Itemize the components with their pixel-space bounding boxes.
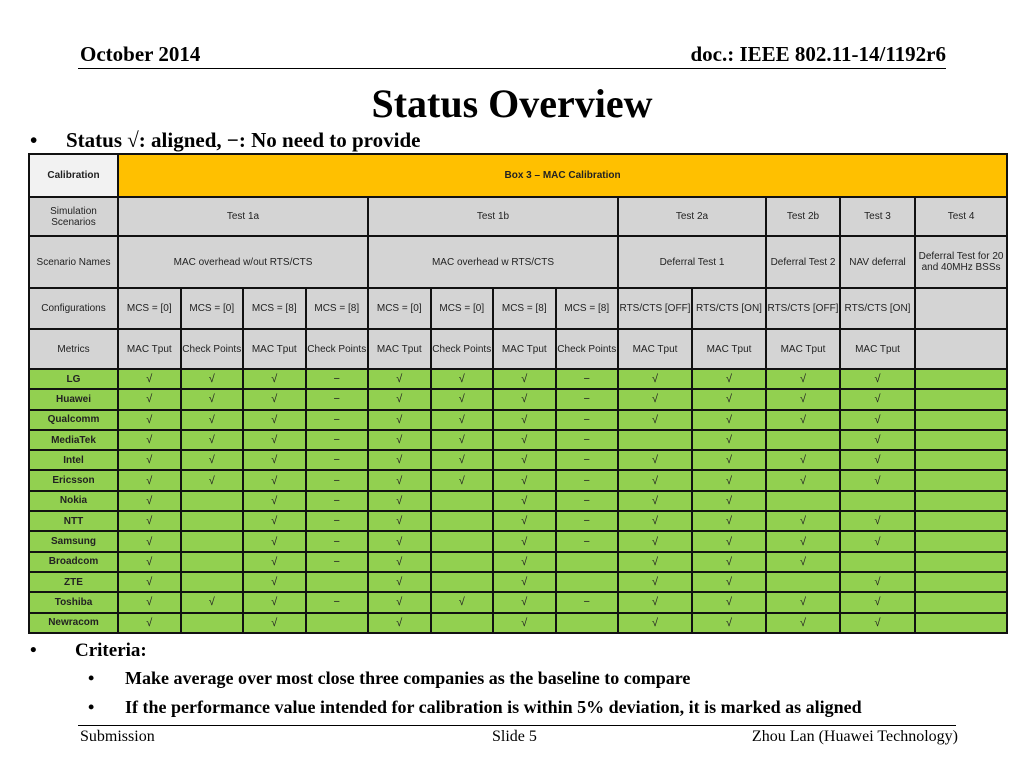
table-row xyxy=(29,511,1007,531)
aligned-mark: √ xyxy=(493,389,556,409)
aligned-mark: √ xyxy=(243,369,306,389)
table-row xyxy=(29,572,1007,592)
empty-cell xyxy=(915,531,1007,551)
not-needed-mark: − xyxy=(556,531,619,551)
metric-cell: Check Points xyxy=(306,329,369,369)
aligned-mark: √ xyxy=(493,491,556,511)
criteria-heading xyxy=(30,640,147,662)
aligned-mark: √ xyxy=(493,470,556,490)
aligned-mark: √ xyxy=(181,470,244,490)
not-needed-mark: − xyxy=(556,410,619,430)
header-doc-id: doc.: IEEE 802.11-14/1192r6 xyxy=(690,42,946,66)
empty-cell xyxy=(766,430,840,450)
criteria-text: If the performance value intended for calibration is within 5% deviation, it is marked as aligned xyxy=(125,697,862,717)
empty-cell xyxy=(915,410,1007,430)
table-row xyxy=(29,450,1007,470)
aligned-mark: √ xyxy=(840,511,915,531)
scenario-name: NAV deferral xyxy=(840,236,915,288)
slide-title: Status Overview xyxy=(371,81,653,126)
test-header: Test 3 xyxy=(840,197,915,236)
test-header: Test 4 xyxy=(915,197,1007,236)
aligned-mark: √ xyxy=(431,389,494,409)
config-cell: MCS = [8] xyxy=(493,288,556,329)
test-header: Test 1b xyxy=(368,197,618,236)
aligned-mark: √ xyxy=(692,592,766,612)
aligned-mark: √ xyxy=(243,450,306,470)
aligned-mark: √ xyxy=(692,369,766,389)
aligned-mark: √ xyxy=(118,572,181,592)
aligned-mark: √ xyxy=(692,470,766,490)
empty-cell xyxy=(915,552,1007,572)
metric-cell: MAC Tput xyxy=(840,329,915,369)
aligned-mark: √ xyxy=(840,470,915,490)
not-needed-mark: − xyxy=(306,430,369,450)
empty-cell xyxy=(556,552,619,572)
aligned-mark: √ xyxy=(840,531,915,551)
aligned-mark: √ xyxy=(840,430,915,450)
aligned-mark: √ xyxy=(243,613,306,633)
config-cell: MCS = [8] xyxy=(306,288,369,329)
header-date: October 2014 xyxy=(80,42,201,66)
config-cell: RTS/CTS [ON] xyxy=(840,288,915,329)
aligned-mark: √ xyxy=(493,531,556,551)
aligned-mark: √ xyxy=(692,511,766,531)
metric-cell: Check Points xyxy=(431,329,494,369)
empty-cell xyxy=(766,491,840,511)
table-row xyxy=(29,613,1007,633)
empty-cell xyxy=(431,572,494,592)
aligned-mark: √ xyxy=(766,470,840,490)
not-needed-mark: − xyxy=(556,511,619,531)
aligned-mark: √ xyxy=(368,450,431,470)
aligned-mark: √ xyxy=(692,410,766,430)
empty-cell xyxy=(915,470,1007,490)
not-needed-mark: − xyxy=(306,389,369,409)
aligned-mark: √ xyxy=(618,410,692,430)
aligned-mark: √ xyxy=(368,592,431,612)
config-cell: MCS = [8] xyxy=(556,288,619,329)
company-name: Newracom xyxy=(29,613,118,633)
empty-cell xyxy=(181,511,244,531)
table-row xyxy=(29,410,1007,430)
aligned-mark: √ xyxy=(181,410,244,430)
aligned-mark: √ xyxy=(840,572,915,592)
aligned-mark: √ xyxy=(243,552,306,572)
aligned-mark: √ xyxy=(368,470,431,490)
aligned-mark: √ xyxy=(118,450,181,470)
header-divider xyxy=(78,68,946,69)
table-row xyxy=(29,369,1007,389)
aligned-mark: √ xyxy=(618,511,692,531)
metric-cell: MAC Tput xyxy=(493,329,556,369)
aligned-mark: √ xyxy=(692,531,766,551)
empty-cell xyxy=(915,430,1007,450)
metric-cell: MAC Tput xyxy=(618,329,692,369)
empty-cell xyxy=(306,572,369,592)
test-header: Test 2b xyxy=(766,197,840,236)
empty-cell xyxy=(431,552,494,572)
aligned-mark: √ xyxy=(431,410,494,430)
metric-cell: MAC Tput xyxy=(118,329,181,369)
not-needed-mark: − xyxy=(306,410,369,430)
table-row xyxy=(29,430,1007,450)
footer-author: Zhou Lan (Huawei Technology) xyxy=(751,728,958,745)
aligned-mark: √ xyxy=(368,430,431,450)
config-label: Configurations xyxy=(29,288,118,329)
aligned-mark: √ xyxy=(243,572,306,592)
aligned-mark: √ xyxy=(118,531,181,551)
table-row xyxy=(29,491,1007,511)
aligned-mark: √ xyxy=(840,410,915,430)
not-needed-mark: − xyxy=(556,470,619,490)
not-needed-mark: − xyxy=(306,470,369,490)
table-row xyxy=(29,389,1007,409)
aligned-mark: √ xyxy=(766,389,840,409)
table-row xyxy=(29,470,1007,490)
config-cell: MCS = [8] xyxy=(243,288,306,329)
sim-label: Simulation Scenarios xyxy=(29,197,118,236)
bullet: • xyxy=(30,640,37,661)
metric-cell: MAC Tput xyxy=(243,329,306,369)
aligned-mark: √ xyxy=(618,552,692,572)
empty-cell xyxy=(618,430,692,450)
aligned-mark: √ xyxy=(692,389,766,409)
aligned-mark: √ xyxy=(118,491,181,511)
aligned-mark: √ xyxy=(766,511,840,531)
config-cell: MCS = [0] xyxy=(118,288,181,329)
aligned-mark: √ xyxy=(368,531,431,551)
empty-cell xyxy=(431,491,494,511)
aligned-mark: √ xyxy=(243,491,306,511)
status-table xyxy=(28,153,1008,634)
empty-cell xyxy=(556,572,619,592)
company-name: Intel xyxy=(29,450,118,470)
criteria-heading-text: Criteria: xyxy=(75,640,147,661)
aligned-mark: √ xyxy=(118,389,181,409)
empty-cell xyxy=(181,531,244,551)
aligned-mark: √ xyxy=(368,511,431,531)
aligned-mark: √ xyxy=(181,389,244,409)
empty-cell xyxy=(915,450,1007,470)
empty-cell xyxy=(915,511,1007,531)
not-needed-mark: − xyxy=(306,531,369,551)
aligned-mark: √ xyxy=(840,389,915,409)
metric-cell: MAC Tput xyxy=(692,329,766,369)
company-name: Toshiba xyxy=(29,592,118,612)
status-legend xyxy=(30,128,420,153)
not-needed-mark: − xyxy=(306,511,369,531)
aligned-mark: √ xyxy=(618,592,692,612)
empty-cell xyxy=(431,531,494,551)
aligned-mark: √ xyxy=(493,450,556,470)
footer-slide-number: Slide 5 xyxy=(492,728,537,745)
aligned-mark: √ xyxy=(243,531,306,551)
not-needed-mark: − xyxy=(556,491,619,511)
not-needed-mark: − xyxy=(306,552,369,572)
aligned-mark: √ xyxy=(840,613,915,633)
config-cell: MCS = [0] xyxy=(431,288,494,329)
not-needed-mark: − xyxy=(306,450,369,470)
aligned-mark: √ xyxy=(766,369,840,389)
bullet: • xyxy=(88,668,95,688)
aligned-mark: √ xyxy=(766,450,840,470)
scenario-name: Deferral Test 1 xyxy=(618,236,766,288)
config-cell: RTS/CTS [ON] xyxy=(692,288,766,329)
aligned-mark: √ xyxy=(368,613,431,633)
aligned-mark: √ xyxy=(766,592,840,612)
box-title: Box 3 – MAC Calibration xyxy=(118,154,1007,197)
empty-cell xyxy=(840,552,915,572)
company-name: Nokia xyxy=(29,491,118,511)
aligned-mark: √ xyxy=(766,531,840,551)
not-needed-mark: − xyxy=(556,450,619,470)
aligned-mark: √ xyxy=(181,592,244,612)
aligned-mark: √ xyxy=(368,491,431,511)
empty-cell xyxy=(181,552,244,572)
aligned-mark: √ xyxy=(840,592,915,612)
aligned-mark: √ xyxy=(118,613,181,633)
config-cell: RTS/CTS [OFF] xyxy=(766,288,840,329)
bullet: • xyxy=(30,128,38,152)
aligned-mark: √ xyxy=(692,552,766,572)
empty-cell xyxy=(840,491,915,511)
aligned-mark: √ xyxy=(618,531,692,551)
empty-cell xyxy=(431,613,494,633)
empty-cell xyxy=(181,613,244,633)
metric-cell: Check Points xyxy=(181,329,244,369)
aligned-mark: √ xyxy=(118,552,181,572)
aligned-mark: √ xyxy=(368,552,431,572)
scenario-name: Deferral Test for 20 and 40MHz BSSs xyxy=(915,236,1007,288)
aligned-mark: √ xyxy=(243,511,306,531)
aligned-mark: √ xyxy=(368,410,431,430)
config-cell: MCS = [0] xyxy=(368,288,431,329)
metric-cell: MAC Tput xyxy=(368,329,431,369)
empty-cell xyxy=(915,389,1007,409)
metric-cell xyxy=(915,329,1007,369)
scenario-name: MAC overhead w RTS/CTS xyxy=(368,236,618,288)
empty-cell xyxy=(766,572,840,592)
aligned-mark: √ xyxy=(692,613,766,633)
company-name: ZTE xyxy=(29,572,118,592)
aligned-mark: √ xyxy=(118,369,181,389)
table-row xyxy=(29,592,1007,612)
aligned-mark: √ xyxy=(840,450,915,470)
aligned-mark: √ xyxy=(692,491,766,511)
aligned-mark: √ xyxy=(181,369,244,389)
criteria-item xyxy=(88,668,690,689)
aligned-mark: √ xyxy=(493,369,556,389)
aligned-mark: √ xyxy=(431,430,494,450)
aligned-mark: √ xyxy=(493,592,556,612)
aligned-mark: √ xyxy=(181,430,244,450)
footer-submission: Submission xyxy=(80,728,155,745)
company-name: MediaTek xyxy=(29,430,118,450)
aligned-mark: √ xyxy=(118,470,181,490)
aligned-mark: √ xyxy=(692,430,766,450)
aligned-mark: √ xyxy=(493,511,556,531)
aligned-mark: √ xyxy=(368,572,431,592)
criteria-text: Make average over most close three companies as the baseline to compare xyxy=(125,668,691,688)
empty-cell xyxy=(556,613,619,633)
aligned-mark: √ xyxy=(618,450,692,470)
aligned-mark: √ xyxy=(493,410,556,430)
aligned-mark: √ xyxy=(766,410,840,430)
metric-cell: Check Points xyxy=(556,329,619,369)
aligned-mark: √ xyxy=(368,369,431,389)
aligned-mark: √ xyxy=(618,389,692,409)
bullet: • xyxy=(88,697,95,717)
aligned-mark: √ xyxy=(493,552,556,572)
table-row xyxy=(29,552,1007,572)
aligned-mark: √ xyxy=(118,430,181,450)
aligned-mark: √ xyxy=(692,572,766,592)
aligned-mark: √ xyxy=(243,430,306,450)
criteria-item xyxy=(88,697,862,718)
scenario-name: Deferral Test 2 xyxy=(766,236,840,288)
aligned-mark: √ xyxy=(618,491,692,511)
test-header: Test 2a xyxy=(618,197,766,236)
test-header: Test 1a xyxy=(118,197,368,236)
aligned-mark: √ xyxy=(431,369,494,389)
aligned-mark: √ xyxy=(431,592,494,612)
not-needed-mark: − xyxy=(306,369,369,389)
company-name: LG xyxy=(29,369,118,389)
empty-cell xyxy=(915,592,1007,612)
empty-cell xyxy=(915,613,1007,633)
company-name: Qualcomm xyxy=(29,410,118,430)
aligned-mark: √ xyxy=(243,389,306,409)
metric-cell: MAC Tput xyxy=(766,329,840,369)
aligned-mark: √ xyxy=(493,572,556,592)
aligned-mark: √ xyxy=(766,552,840,572)
company-name: Ericsson xyxy=(29,470,118,490)
aligned-mark: √ xyxy=(493,613,556,633)
aligned-mark: √ xyxy=(368,389,431,409)
aligned-mark: √ xyxy=(118,511,181,531)
config-cell xyxy=(915,288,1007,329)
config-cell: MCS = [0] xyxy=(181,288,244,329)
company-name: Samsung xyxy=(29,531,118,551)
aligned-mark: √ xyxy=(431,470,494,490)
aligned-mark: √ xyxy=(766,613,840,633)
aligned-mark: √ xyxy=(243,470,306,490)
table-row xyxy=(29,531,1007,551)
not-needed-mark: − xyxy=(556,389,619,409)
aligned-mark: √ xyxy=(618,613,692,633)
config-cell: RTS/CTS [OFF] xyxy=(618,288,692,329)
not-needed-mark: − xyxy=(556,430,619,450)
aligned-mark: √ xyxy=(493,430,556,450)
aligned-mark: √ xyxy=(243,410,306,430)
aligned-mark: √ xyxy=(840,369,915,389)
company-name: Huawei xyxy=(29,389,118,409)
scenario-name: MAC overhead w/out RTS/CTS xyxy=(118,236,368,288)
empty-cell xyxy=(915,369,1007,389)
empty-cell xyxy=(306,613,369,633)
company-name: NTT xyxy=(29,511,118,531)
footer-divider xyxy=(78,725,956,726)
empty-cell xyxy=(915,491,1007,511)
aligned-mark: √ xyxy=(118,592,181,612)
empty-cell xyxy=(181,491,244,511)
not-needed-mark: − xyxy=(306,592,369,612)
aligned-mark: √ xyxy=(118,410,181,430)
names-label: Scenario Names xyxy=(29,236,118,288)
calibration-label: Calibration xyxy=(29,154,118,197)
empty-cell xyxy=(915,572,1007,592)
aligned-mark: √ xyxy=(618,369,692,389)
not-needed-mark: − xyxy=(556,592,619,612)
aligned-mark: √ xyxy=(618,470,692,490)
aligned-mark: √ xyxy=(431,450,494,470)
aligned-mark: √ xyxy=(692,450,766,470)
empty-cell xyxy=(431,511,494,531)
status-text: Status √: aligned, −: No need to provide xyxy=(66,128,421,152)
aligned-mark: √ xyxy=(243,592,306,612)
aligned-mark: √ xyxy=(618,572,692,592)
empty-cell xyxy=(181,572,244,592)
metrics-label: Metrics xyxy=(29,329,118,369)
company-name: Broadcom xyxy=(29,552,118,572)
not-needed-mark: − xyxy=(556,369,619,389)
not-needed-mark: − xyxy=(306,491,369,511)
aligned-mark: √ xyxy=(181,450,244,470)
